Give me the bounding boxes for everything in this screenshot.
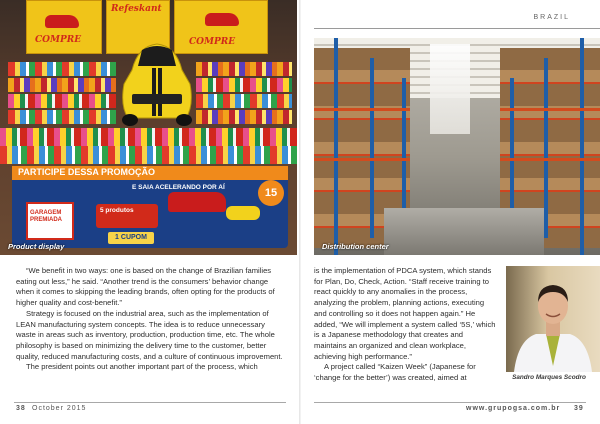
product-shelf (8, 78, 116, 92)
product-shelf (8, 62, 116, 76)
rack-upright (544, 58, 548, 238)
article-column-right (314, 266, 497, 384)
product-shelf (196, 78, 292, 92)
product-shelf (0, 146, 297, 164)
yellow-car-graphic (226, 206, 260, 220)
portrait-figure (506, 266, 600, 372)
yellow-ride-on-car (118, 40, 196, 126)
product-display-photo (0, 0, 297, 255)
rack-upright (334, 38, 338, 255)
article-paragraph: A project called “Kaizen Week” (Japanese for ‘change for the better’) was created, aimed at (314, 362, 476, 383)
issue-date: October 2015 (32, 405, 87, 412)
photo-caption-distribution-center: Distribution center (322, 242, 389, 251)
brand-label: Refeskant (111, 4, 162, 14)
footer-rule-left (14, 402, 286, 403)
rack-beam (500, 158, 600, 161)
product-shelf (8, 110, 116, 124)
promotion-title: PARTICIPE DESSA PROMOÇÃO (18, 167, 156, 177)
page-number-right: 39 (574, 405, 584, 412)
red-car-graphic (205, 13, 239, 26)
produtos-sign: 5 produtos (96, 204, 158, 228)
product-shelf (196, 110, 292, 124)
compre-label: COMPRE (35, 35, 82, 45)
rack-beam (314, 108, 410, 111)
article-column-left (16, 266, 286, 373)
header-rule (314, 28, 600, 29)
compre-label: COMPRE (189, 37, 236, 47)
photo-caption-product-display: Product display (8, 242, 65, 251)
warehouse-aisle-floor (384, 208, 544, 255)
rack-beam (500, 108, 600, 111)
rack-upright (580, 38, 584, 255)
cupom-sign: 1 CUPOM (108, 232, 154, 244)
rack-upright (402, 78, 406, 228)
rack-upright (370, 58, 374, 238)
garagem-sign: GARAGEM PREMIADA (26, 202, 74, 240)
article-paragraph: “We benefit in two ways: one is based on the change of Brazilian families eating out less,” he said. “Another trend is the consumers’ behavior change when it comes to skipping the leading brands, often opting for the products of higher quality and cost-benefit.” (16, 266, 275, 308)
promotion-subtitle: E SAIA ACELERANDO POR AÍ (132, 184, 225, 191)
executive-portrait (506, 266, 600, 372)
red-car-graphic (45, 15, 79, 28)
section-label: BRAZIL (533, 14, 570, 21)
promotion-badge: 15 (258, 180, 284, 206)
page-number-left: 38 (16, 405, 26, 412)
article-paragraph: Strategy is focused on the industrial area, such as the implementation of LEAN manufacturing system concepts. The idea is to reduce unnecessary waste in areas such as inventory, production, production time, etc. The whole philosophy is based on minimizing the delivery time to the customer, better quality, reduced manufacturing costs, and a culture of continuous improvement. (16, 308, 283, 361)
rack-upright (510, 78, 514, 228)
red-car-graphic (168, 192, 226, 212)
promo-banner-left (26, 0, 102, 54)
distribution-center-photo (314, 38, 600, 255)
promotion-header-strip (12, 166, 288, 180)
portrait-caption: Sandro Marques Scodro (512, 374, 586, 381)
product-shelf (196, 62, 292, 76)
product-shelf (196, 94, 292, 108)
article-paragraph: The president points out another important part of the process, which (26, 362, 258, 372)
article-paragraph: is the implementation of PDCA system, which stands for Plan, Do, Check, Action. “Staff receive training to react quickly to any anomalies in the process, analyzing the problem, planning actions, executing and controlling so it does not happen again.” He added, “We will implement a system called ‘5S,’ which is a Japanese methodology that creates and maintains an organized and clean workplace, achieving high performance.” (314, 266, 496, 361)
skylight (430, 44, 470, 134)
page-gutter (299, 0, 301, 424)
product-shelf (0, 128, 297, 146)
rack-beam (314, 158, 410, 161)
website-url: www.grupogsa.com.br (466, 405, 561, 412)
product-shelf (8, 94, 116, 108)
footer-rule-right (314, 402, 586, 403)
